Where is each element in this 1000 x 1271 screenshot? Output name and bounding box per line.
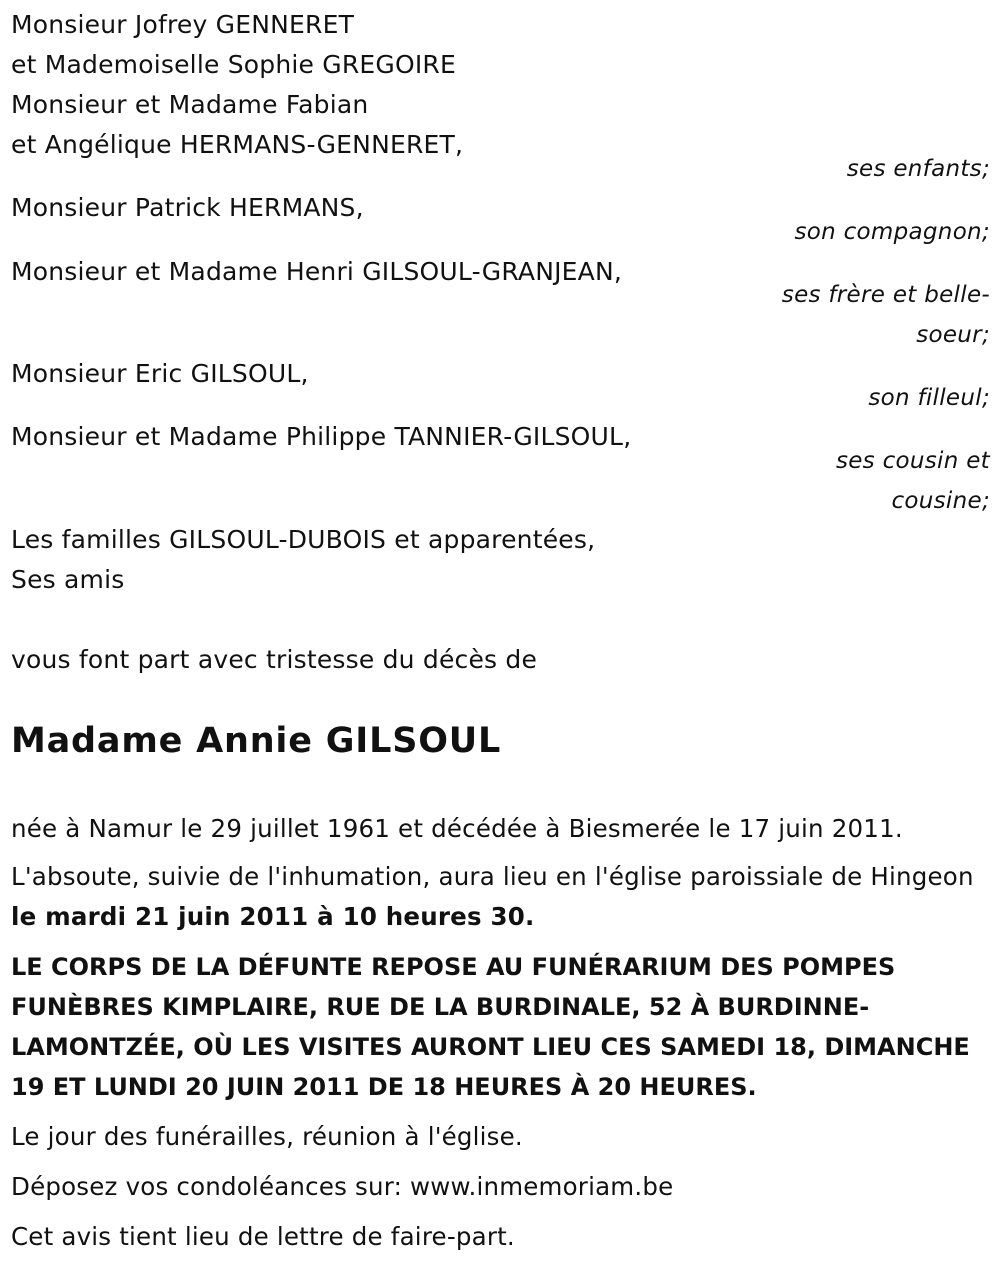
relation-sibling-line-1: ses frère et belle-	[781, 282, 990, 308]
relation-companion: son compagnon;	[794, 219, 990, 245]
family-cousins: Monsieur et Madame Philippe TANNIER-GILSOUL,	[11, 422, 632, 451]
deceased-name: Madame Annie GILSOUL	[11, 721, 502, 761]
family-friends: Ses amis	[11, 565, 125, 594]
ceremony-date: le mardi 21 juin 2011 à 10 heures 30.	[11, 902, 535, 931]
ceremony-info	[11, 857, 996, 937]
funeral-day-info: Le jour des funérailles, réunion à l'église.	[11, 1122, 523, 1151]
family-sibling: Monsieur et Madame Henri GILSOUL-GRANJEAN,	[11, 257, 623, 286]
condolences-info: Déposez vos condoléances sur: www.inmemoriam.be	[11, 1172, 674, 1201]
family-godson: Monsieur Eric GILSOUL,	[11, 359, 309, 388]
family-families: Les familles GILSOUL-DUBOIS et apparentées,	[11, 525, 596, 554]
family-children-line-3: Monsieur et Madame Fabian	[11, 90, 369, 119]
family-companion: Monsieur Patrick HERMANS,	[11, 193, 364, 222]
family-children-line-4: et Angélique HERMANS-GENNERET,	[11, 130, 464, 159]
visitation-info: LE CORPS DE LA DÉFUNTE REPOSE AU FUNÉRARIUM DES POMPES FUNÈBRES KIMPLAIRE, RUE DE LA BURDINALE, 52 À BURDINNE-LAMONTZÉE, OÙ LES VISITES AURONT LIEU CES SAMEDI 18, DIMANCHE 19 ET LUNDI 20 JUIN 2011 DE 18 HEURES À 20 HEURES.	[11, 953, 970, 1101]
birth-death-info: née à Namur le 29 juillet 1961 et décédée à Biesmerée le 17 juin 2011.	[11, 814, 903, 843]
relation-godson: son filleul;	[868, 385, 990, 411]
relation-cousins-line-2: cousine;	[891, 488, 990, 514]
family-children-line-2: et Mademoiselle Sophie GREGOIRE	[11, 50, 456, 79]
relation-cousins-line-1: ses cousin et	[835, 448, 990, 474]
notice-text: Cet avis tient lieu de lettre de faire-part.	[11, 1222, 515, 1251]
relation-sibling-line-2: soeur;	[916, 322, 990, 348]
relation-children: ses enfants;	[846, 156, 990, 182]
family-children-line-1: Monsieur Jofrey GENNERET	[11, 10, 355, 39]
announcement-text: vous font part avec tristesse du décès de	[11, 645, 538, 674]
ceremony-text: L'absoute, suivie de l'inhumation, aura lieu en l'église paroissiale de Hingeon	[11, 862, 974, 891]
